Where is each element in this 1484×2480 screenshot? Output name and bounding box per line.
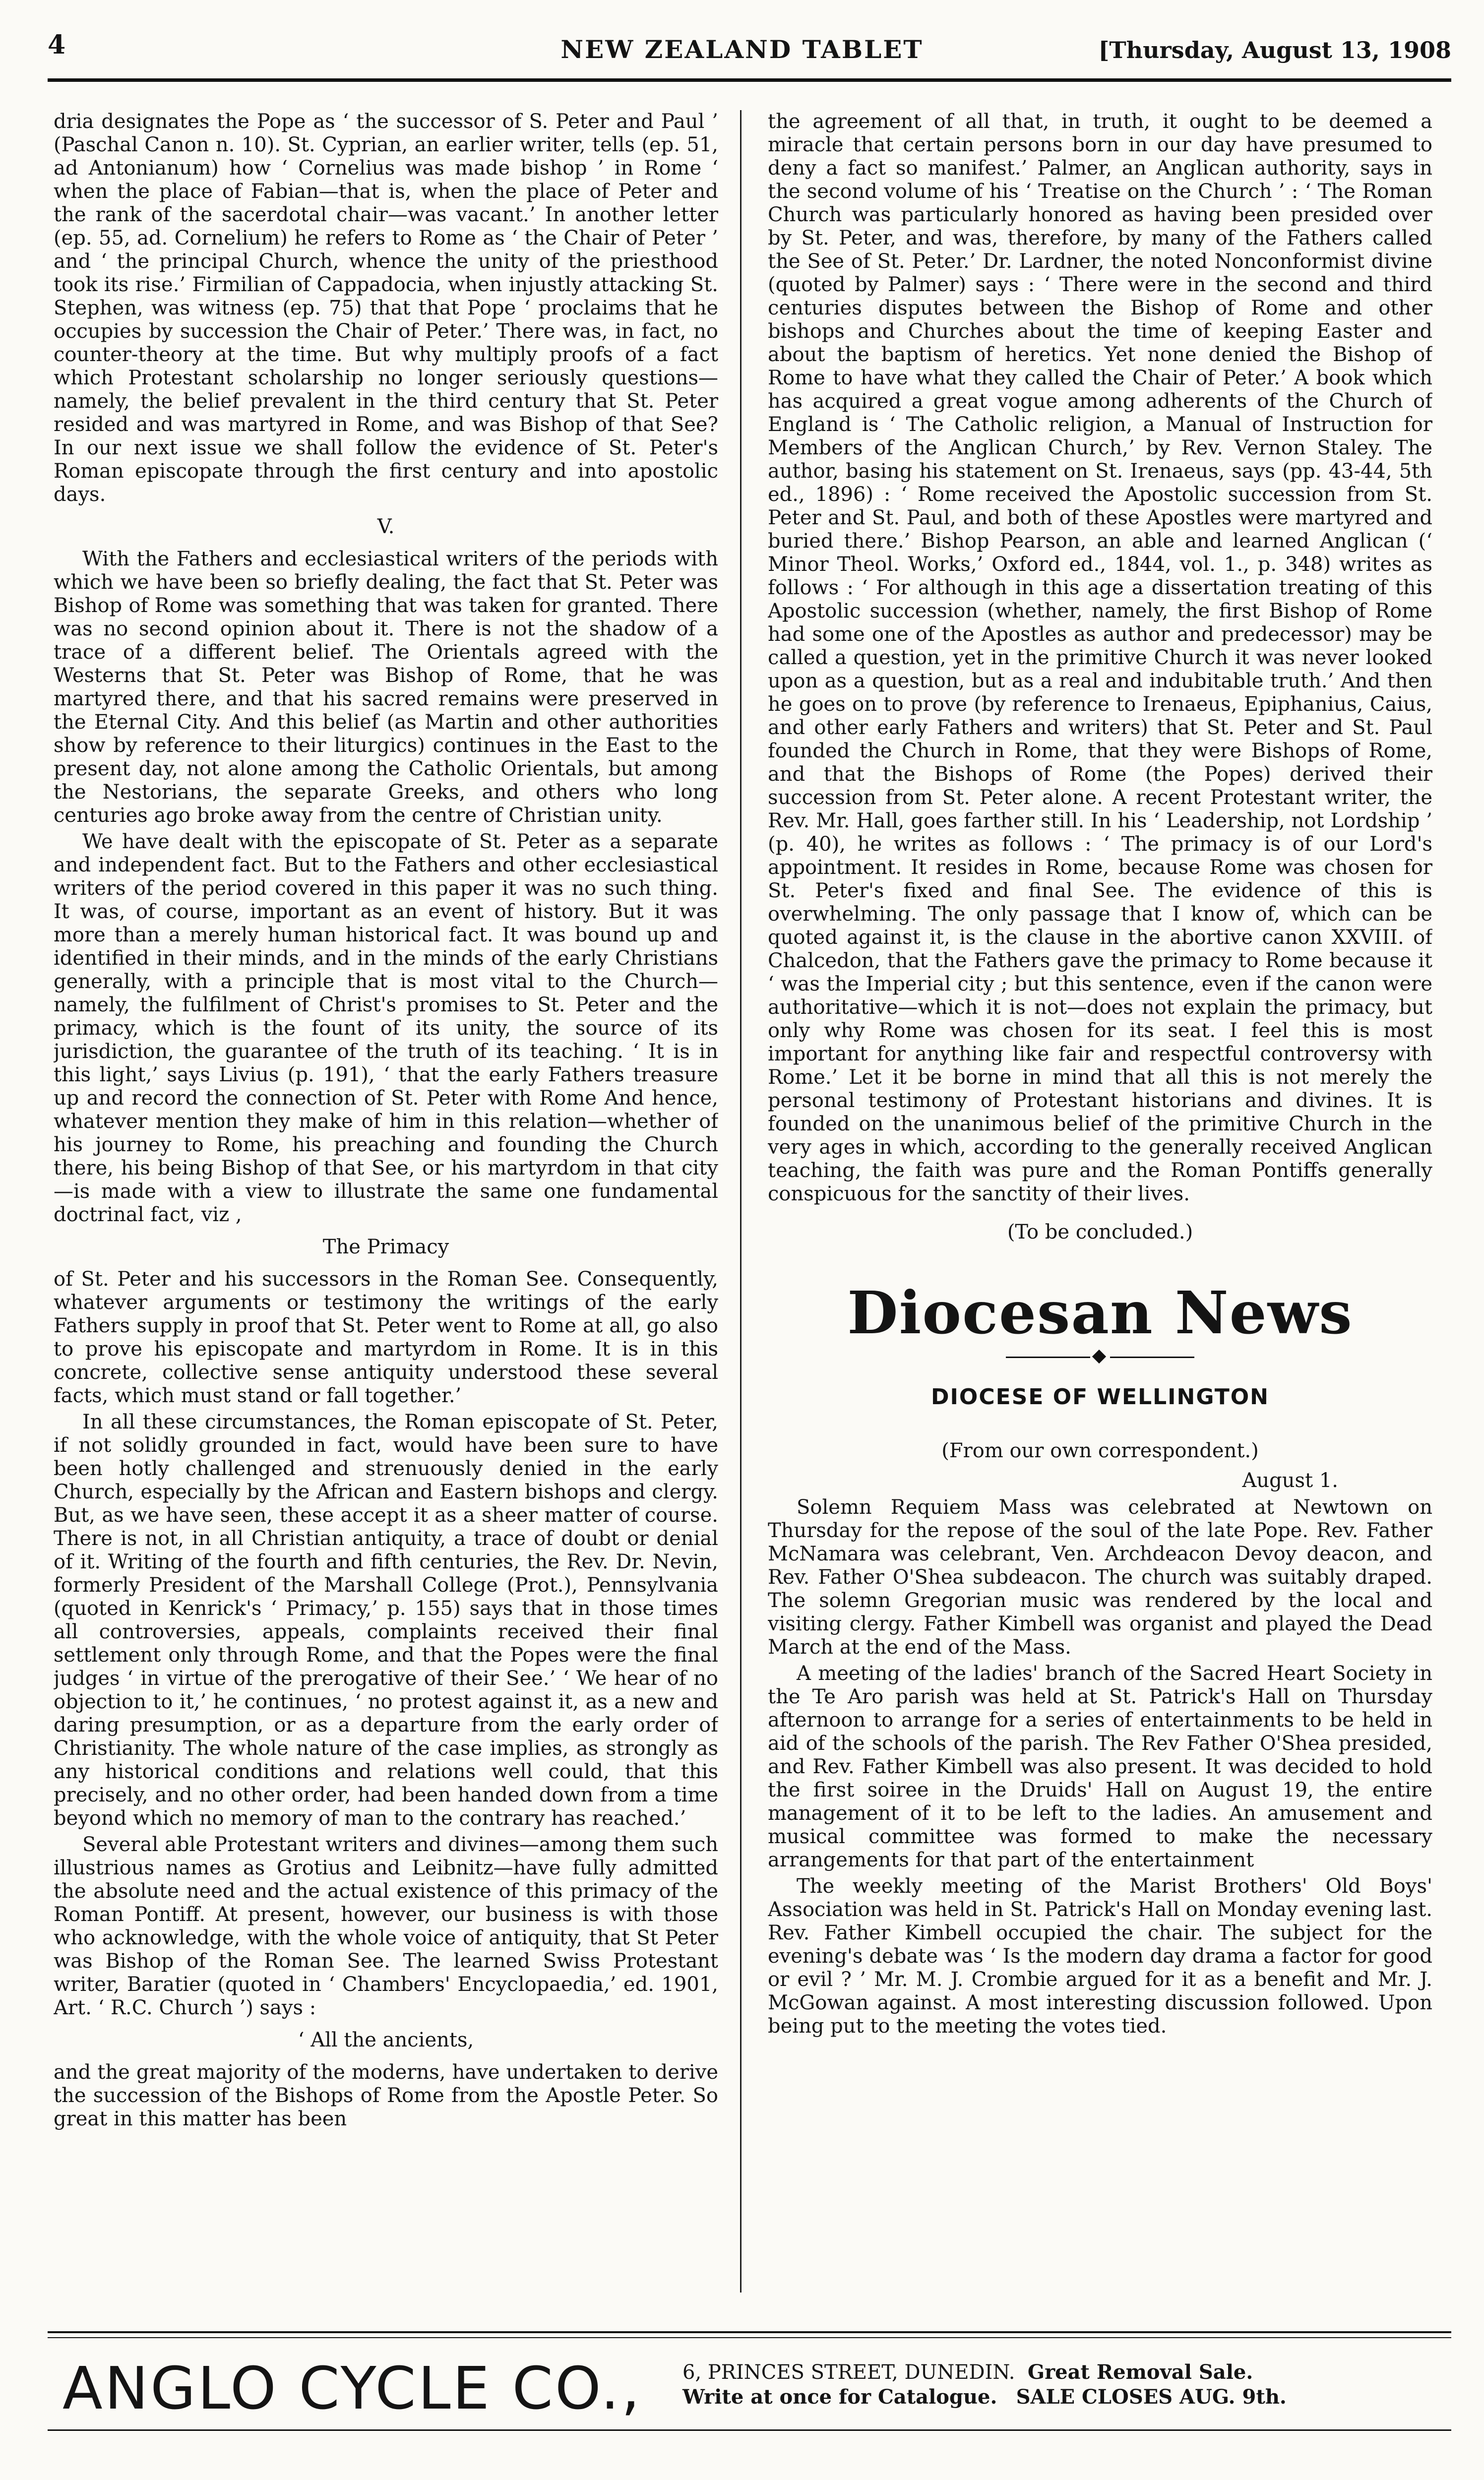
news-paragraphs	[768, 1496, 1432, 2038]
to-be-concluded: (To be concluded.)	[1007, 1221, 1193, 1243]
subheading: The Primacy	[322, 1236, 449, 1258]
paragraph: of St. Peter and his successors in the Roman See. Consequently, whatever arguments or testimony the writings of the early Fathers supply in proof that St. Peter went to Rome at all, go also to prove his episcopate and martyrdom in Rome. It is in this concrete, collective sense antiquity understood these several facts, which must stand or fall together.’	[54, 1268, 718, 1407]
advertiser-details	[682, 2360, 1287, 2410]
paragraph: the agreement of all that, in truth, it ought to be deemed a miracle that certain persons born in our day have presumed to deny a fact so manifest.’ Palmer, an Anglican authority, says in the second volume of his ‘ Treatise on the Church ’ : ‘ The Roman Church was particularly honored as having been presided over by St. Peter, and was, therefore, by many of the Fathers called the See of St. Peter.’ Dr. Lardner, the noted Nonconformist divine (quoted by Palmer) says : ‘ There were in the second and third centuries disputes between the Bishop of Rome and other bishops and Churches about the time of keeping Easter and about the baptism of heretics. Yet none denied the Bishop of Rome to have what they called the Chair of Peter.’ A book which has acquired a great vogue among adherents of the Church of England is ‘ The Catholic religion, a Manual of Instruction for Members of the Anglican Church,’ by Rev. Vernon Staley. The author, basing his statement on St. Irenaeus, says (pp. 43-44, 5th ed., 1896) : ‘ Rome received the Apostolic succession from St. Peter and St. Paul, and both of these Apostles were martyred and buried there.’ Bishop Pearson, an able and learned Anglican (‘ Minor Theol. Works,’ Oxford ed., 1844, vol. 1., p. 348) writes as follows : ‘ For although in this age a dissertation treating of this Apostolic succession (whether, namely, the first Bishop of Rome had some one of the Apostles as author and predecessor) may be called a question, yet in the primitive Church it was never looked upon as a question, but as a real and indubitable truth.’ And then he goes on to prove (by reference to Irenaeus, Epiphanius, Caius, and other early Fathers and writers) that St. Peter and St. Paul founded the Church in Rome, that they were Bishops of Rome, and that the Bishops of Rome (the Popes) derived their succession from St. Peter alone. A recent Protestant writer, the Rev. Mr. Hall, goes farther still. In his ‘ Leadership, not Lordship ’ (p. 40), he writes as follows : ‘ The primacy is of our Lord's appointment. It resides in Rome, because Rome was chosen for St. Peter's fixed and final See. The evidence of this is overwhelming. The only passage that I know of, which can be quoted against it, is the clause in the abortive canon XXVIII. of Chalcedon, that the Fathers gave the primacy to Rome because it ‘ was the Imperial city ; but this sentence, even if the canon were authoritative—which it is not—does not explain the primacy, but only why Rome was chosen for its seat. I feel this is most important for anything like fair and respectful controversy with Rome.’ Let it be borne in mind that all this is not merely the personal testimony of Protestant historians and divines. It is founded on the unanimous belief of the primitive Church in the very ages in which, according to the generally received Anglican teaching, the faith was pure and the Roman Pontiffs generally conspicuous for the sanctity of their lives.	[768, 110, 1432, 1205]
paragraph: With the Fathers and ecclesiastical writers of the periods with which we have been so briefly dealing, the fact that St. Peter was Bishop of Rome was something that was taken for granted. There was no second opinion about it. There is not the shadow of a trace of a different belief. The Orientals agreed with the Westerns that St. Peter was Bishop of Rome, that he was martyred there, and that his sacred remains were preserved in the Eternal City. And this belief (as Martin and other authorities show by reference to their liturgics) continues in the East to the present day, not alone among the Catholic Orientals, but among the Nestorians, the separate Greeks, and others who long centuries ago broke away from the centre of Christian unity.	[54, 548, 718, 827]
paragraph: We have dealt with the episcopate of St. Peter as a separate and independent fact. But to the Fathers and other ecclesiastical writers of the period covered in this paper it was no such thing. It was, of course, important as an event of history. But it was more than a merely human historical fact. It was bound up and identified in their minds, and in the minds of the early Christians generally, with a principle that is most vital to the Church—namely, the fulfilment of Christ's promises to St. Peter and the primacy, which is the fount of its unity, the source of its jurisdiction, the guarantee of the truth of its teaching. ‘ It is in this light,’ says Livius (p. 191), ‘ that the early Fathers treasure up and record the connection of St. Peter with Rome And hence, whatever mention they make of him in this relation—whether of his journey to Rome, his preaching and founding the Church there, his being Bishop of that See, or his martyrdom in that city—is made with a view to illustrate the same one fundamental doctrinal fact, viz ,	[54, 830, 718, 1226]
correspondent-line: (From our own correspondent.)	[941, 1439, 1259, 1462]
issue-date: [Thursday, August 13, 1908	[1098, 37, 1451, 63]
right-column	[768, 110, 1432, 2300]
paragraph: dria designates the Pope as ‘ the successor of S. Peter and Paul ’ (Paschal Canon n. 10). St. Cyprian, an earlier writer, tells (ep. 51, ad Antonianum) how ‘ Cornelius was made bishop ’ in Rome ‘ when the place of Fabian—that is, when the place of Peter and the rank of the sacerdotal chair—was vacant.’ In another letter (ep. 55, ad. Cornelium) he refers to Rome as ‘ the Chair of Peter ’ and ‘ the principal Church, whence the unity of the priesthood took its rise.’ Firmilian of Cappadocia, when injustly attacking St. Stephen, was witness (ep. 75) that that Pope ‘ proclaims that he occupies by succession the Chair of Peter.’ There was, in fact, no counter-theory at the time. But why multiply proofs of a fact which Protestant scholarship no longer seriously questions—namely, the belief prevalent in the third century that St. Peter resided and was martyred in Rome, and was Bishop of that See? In our next issue we shall follow the evidence of St. Peter's Roman episcopate through the first century and into apostolic days.	[54, 110, 718, 506]
advertiser-name: ANGLO CYCLE CO.,	[62, 2354, 642, 2422]
column-divider	[740, 110, 742, 2293]
left-column	[54, 110, 718, 2300]
advertisement-footer	[48, 2331, 1451, 2445]
header-rule	[48, 78, 1451, 82]
paragraph: In all these circumstances, the Roman episcopate of St. Peter, if not solidly grounded in fact, would have been sure to have been hotly challenged and strenuously denied in the early Church, especially by the African and Eastern bishops and clergy. But, as we have seen, these accept it as a sheer matter of course. There is not, in all Christian antiquity, a trace of doubt or denial of it. Writing of the fourth and fifth centuries, the Rev. Dr. Nevin, formerly President of the Marshall College (Prot.), Pennsylvania (quoted in Kenrick's ‘ Primacy,’ p. 155) says that in those times all controversies, appeals, complaints received their final settlement only through Rome, and that the Popes were the final judges ‘ in virtue of the prerogative of their See.’ ‘ We hear of no objection to it,’ he continues, ‘ no protest against it, as a new and daring presumption, or as a departure from the early order of Christianity. The whole nature of the case implies, as strongly as any historical conditions and relations well could, that this precisely, and no other order, had been handed down from a time beyond which no memory of man to the contrary has reached.’	[54, 1411, 718, 1830]
page-number: 4	[48, 30, 66, 60]
subheading: ‘ All the ancients,	[298, 2029, 474, 2051]
news-paragraph: A meeting of the ladies' branch of the Sacred Heart Society in the Te Aro parish was held at St. Patrick's Hall on Thursday afternoon to arrange for a series of entertainments to be held in aid of the schools of the parish. The Rev Father O'Shea presided, and Rev. Father Kimbell was also present. It was decided to hold the first soiree in the Druids' Hall on August 19, the entire management of it to be left to the ladies. An amusement and musical committee was formed to make the necessary arrangements for that part of the entertainment	[768, 1662, 1432, 1871]
sale-closes: SALE CLOSES AUG. 9th.	[1016, 2385, 1287, 2409]
right-column-text	[768, 110, 1432, 1206]
catalogue-note: Write at once for Catalogue.	[682, 2385, 997, 2409]
masthead-ornament	[1006, 1348, 1194, 1367]
section-masthead: Diocesan News	[847, 1278, 1353, 1347]
advertiser-address: 6, PRINCES STREET, DUNEDIN.	[682, 2361, 1015, 2384]
page-header	[48, 30, 1451, 84]
sale-note: Great Removal Sale.	[1027, 2360, 1253, 2384]
subheading: V.	[377, 515, 395, 538]
section-subhead: DIOCESE OF WELLINGTON	[931, 1384, 1269, 1410]
paragraph: and the great majority of the moderns, have undertaken to derive the succession of the Bishops of Rome from the Apostle Peter. So great in this matter has been	[54, 2061, 718, 2130]
dateline: August 1.	[1242, 1469, 1338, 1492]
news-paragraph: Solemn Requiem Mass was celebrated at Newtown on Thursday for the repose of the soul of the late Pope. Rev. Father McNamara was celebrant, Ven. Archdeacon Devoy deacon, and Rev. Father O'Shea subdeacon. The church was suitably draped. The solemn Gregorian music was rendered by the local and visiting clergy. Father Kimbell was organist and played the Dead March at the end of the Mass.	[768, 1496, 1432, 1659]
news-paragraph: The weekly meeting of the Marist Brothers' Old Boys' Association was held in St. Patrick's Hall on Monday evening last. Rev. Father Kimbell occupied the chair. The subject for the evening's debate was ‘ Is the modern day drama a factor for good or evil ? ’ Mr. M. J. Crombie argued for it as a benefit and Mr. J. McGowan against. A most interesting discussion followed. Upon being put to the meeting the votes tied.	[768, 1875, 1432, 2038]
paragraph: Several able Protestant writers and divines—among them such illustrious names as Grotius and Leibnitz—have fully admitted the absolute need and the actual existence of this primacy of the Roman Pontiff. At present, however, our business is with those who acknowledge, with the whole voice of antiquity, that St Peter was Bishop of the Roman See. The learned Swiss Protestant writer, Baratier (quoted in ‘ Chambers' Encyclopaedia,’ ed. 1901, Art. ‘ R.C. Church ’) says :	[54, 1833, 718, 2019]
newspaper-title: NEW ZEALAND TABLET	[560, 35, 924, 64]
